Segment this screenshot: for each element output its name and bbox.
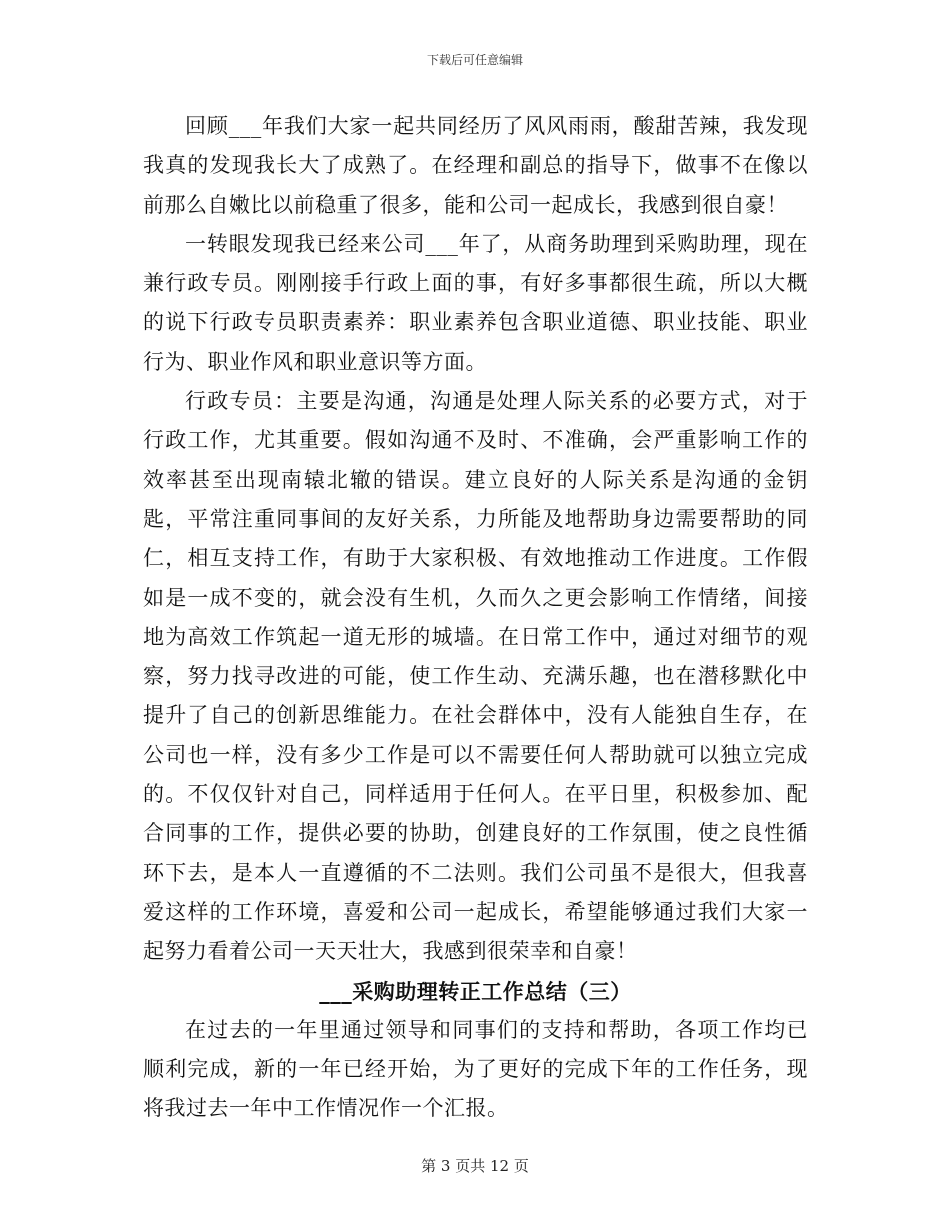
paragraph-review: 回顾___年我们大家一起共同经历了风风雨雨，酸甜苦辣，我发现我真的发现我长大了成熟了。在经理和副总的指导下，做事不在像以前那么自嫩比以前稳重了很多，能和公司一起成长，我感到很自豪！ xyxy=(143,114,808,217)
page-number: 第 3 页共 12 页 xyxy=(421,1157,529,1175)
paragraph-section-intro: 在过去的一年里通过领导和同事们的支持和帮助，各项工作均已顺利完成，新的一年已经开始，为了更好的完成下年的工作任务，现将我过去一年中工作情况作一个汇报。 xyxy=(143,1017,808,1121)
section-title: ___采购助理转正工作总结（三） xyxy=(319,978,632,1004)
document-body xyxy=(143,107,808,1129)
page-header: 下载后可任意编辑 xyxy=(426,53,523,67)
paragraph-admin-duties: 行政专员：主要是沟通，沟通是处理人际关系的必要方式，对于行政工作，尤其重要。假如沟通不及时、不准确，会严重影响工作的效率甚至出现南辕北辙的错误。建立良好的人际关系是沟通的金钥匙，平常注重同事间的友好关系，力所能及地帮助身边需要帮助的同仁，相互支持工作，有助于大家积极、有效地推动工作进度。工作假如是一成不变的，就会没有生机，久而久之更会影响工作情绪，间接地为高效工作筑起一道无形的城墙。在日常工作中，通过对细节的观察，努力找寻改进的可能，使工作生动、充满乐趣，也在潜移默化中提升了自己的创新思维能力。在社会群体中，没有人能独自生存，在公司也一样，没有多少工作是可以不需要任何人帮助就可以独立完成的。不仅仅针对自己，同样适用于任何人。在平日里，积极参加、配合同事的工作，提供必要的协助，创建良好的工作氛围，使之良性循环下去，是本人一直遵循的不二法则。我们公司虽不是很大，但我喜爱这样的工作环境，喜爱和公司一起成长，希望能够通过我们大家一起努力看着公司一天天壮大，我感到很荣幸和自豪！ xyxy=(143,389,808,964)
paragraph-role-change: 一转眼发现我已经来公司___年了，从商务助理到采购助理，现在兼行政专员。刚刚接手行政上面的事，有好多事都很生疏，所以大概的说下行政专员职责素养：职业素养包含职业道德、职业技能、职业行为、职业作风和职业意识等方面。 xyxy=(143,231,808,374)
